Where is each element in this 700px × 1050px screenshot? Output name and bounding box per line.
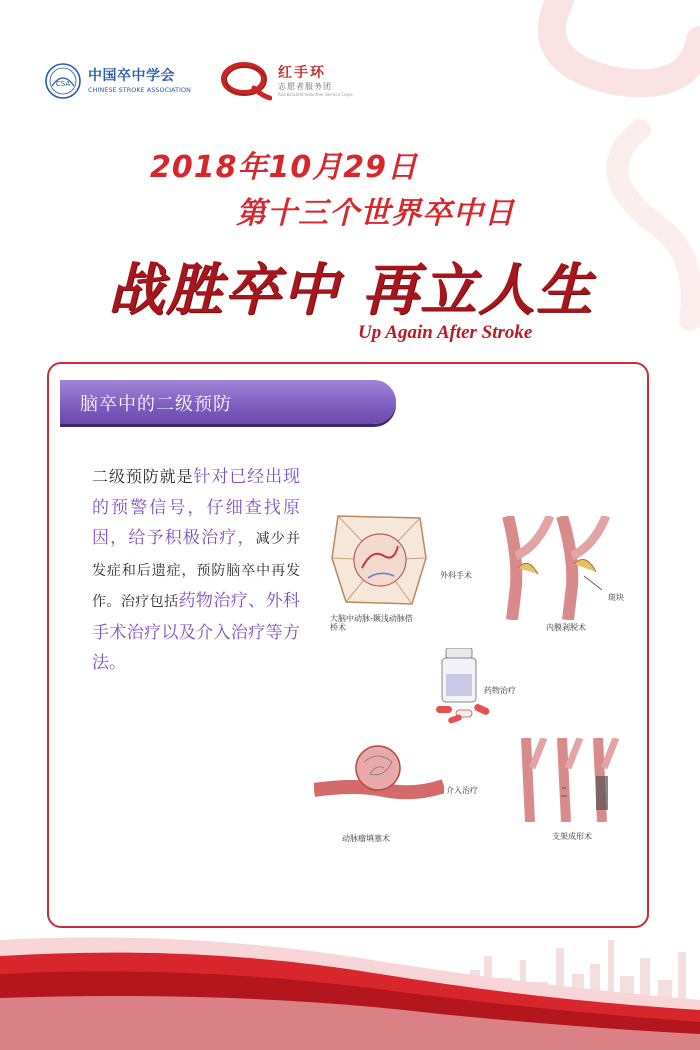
red-bracelet-logo: [220, 60, 353, 102]
red-bracelet-name-cn: 红手环: [278, 64, 326, 81]
slogan-en: Up Again After Stroke: [358, 322, 533, 343]
svg-text:CSA: CSA: [55, 80, 71, 88]
red-bracelet-subtitle: 志愿者服务团: [278, 81, 332, 91]
endarterectomy-illustration: [498, 516, 622, 620]
bypass-surgery-illustration: [328, 508, 432, 612]
csa-logo: [44, 62, 191, 100]
body-highlight-1: 针对已经出现的预警信号，仔细查找原因，给予积极治疗，: [92, 467, 300, 548]
event-date: 2018年10月29日: [150, 150, 418, 185]
caption-embolization: 动脉瘤填塞术: [342, 834, 390, 843]
caption-interventional: 介入治疗: [446, 786, 478, 795]
section-header: [60, 380, 396, 424]
red-bracelet-name-en: Red Bracelet Volunteer Service Corps: [278, 91, 353, 97]
caption-surgery: 外科手术: [440, 571, 472, 580]
csa-emblem-icon: [44, 62, 82, 100]
caption-plaque: 斑块: [608, 593, 624, 602]
caption-bypass: 大脑中动脉-颞浅动脉搭桥术: [330, 614, 413, 633]
stent-illustration: [516, 738, 620, 822]
bottom-wave-decoration: [0, 930, 700, 1050]
caption-medication: 药物治疗: [484, 686, 516, 695]
body-text-2: 减少并发症和后遗症，预防脑卒中再发作。治疗包括: [92, 531, 301, 610]
csa-name-en: CHINESE STROKE ASSOCIATION: [88, 85, 191, 94]
section-title: 脑卒中的二级预防: [80, 394, 232, 415]
body-highlight-2: 药物治疗、外科手术治疗以及介入治疗等方法。: [92, 591, 300, 673]
caption-endarterectomy: 内膜剥脱术: [546, 623, 586, 632]
event-title: 第十三个世界卒中日: [236, 196, 515, 231]
body-text-1: 二级预防就是: [92, 467, 194, 486]
slogan-part-1: 战胜卒中: [108, 257, 340, 323]
red-bracelet-emblem-icon: [220, 60, 272, 102]
csa-name-cn: 中国卒中学会: [88, 67, 175, 84]
slogan-cn: [108, 246, 594, 326]
section-body: [92, 462, 300, 679]
slogan-part-2: 再立人生: [362, 257, 594, 323]
embolization-illustration: [314, 740, 444, 820]
caption-stent: 支架成形术: [552, 832, 592, 841]
